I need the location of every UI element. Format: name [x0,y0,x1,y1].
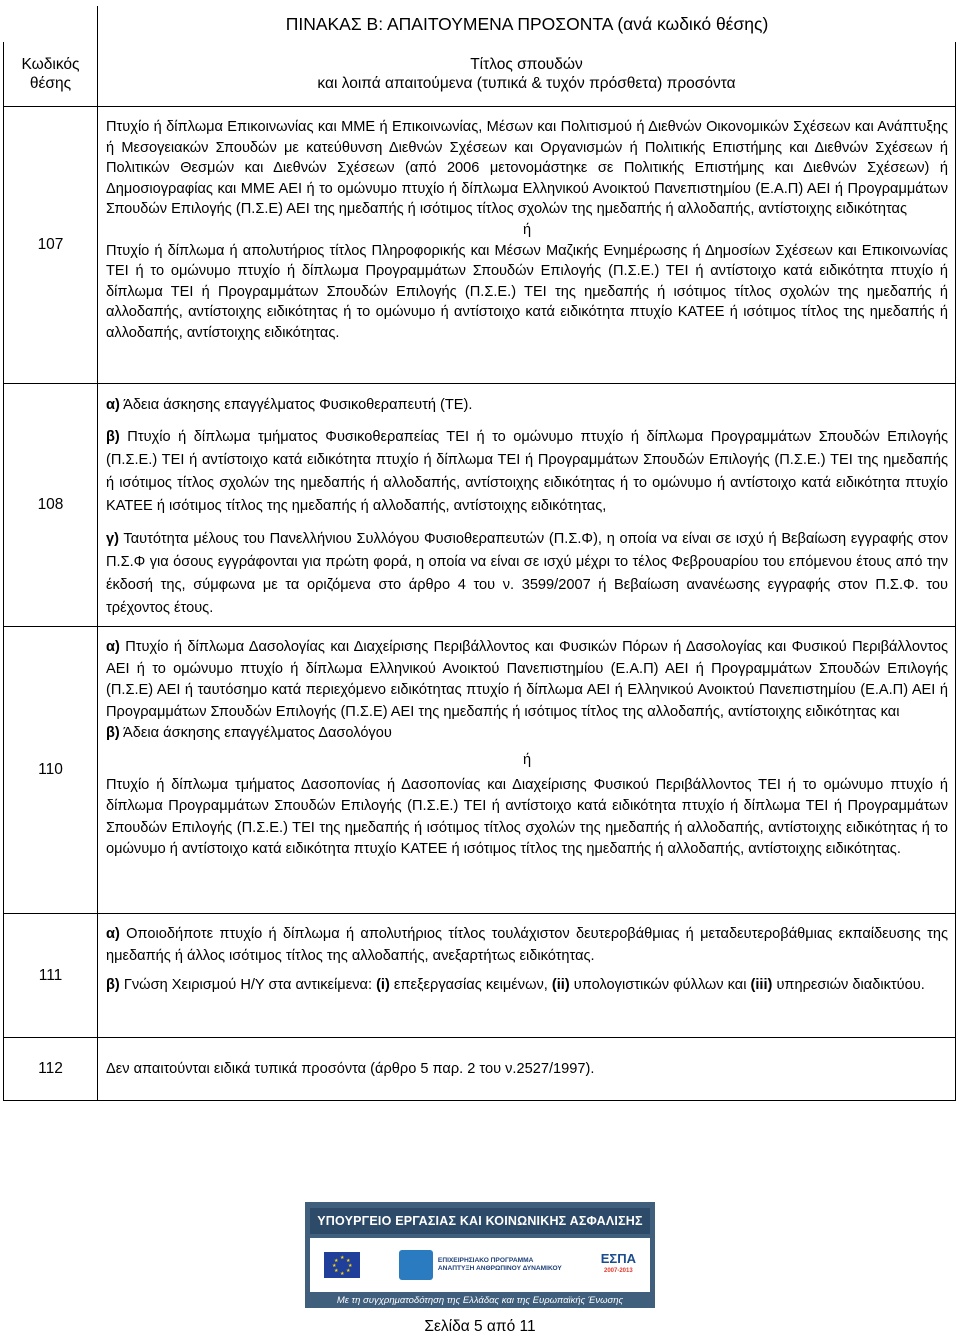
requirements-table [3,6,956,1101]
ministry-banner [305,1202,655,1308]
or-separator: ή [522,221,532,238]
espa-logo: ΕΣΠΑ 2007-2013 [600,1251,636,1274]
column-header-title: Τίτλος σπουδών και λοιπά απαιτούμενα (τυπικά & τυχόν πρόσθετα) προσόντα [317,56,736,92]
position-code: 111 [4,914,98,1037]
column-header-code: Κωδικός θέσης [4,42,98,106]
eu-flag-icon: ★ ★ ★ ★ ★ ★ ★ ★ [324,1252,360,1278]
table-header-row [3,42,956,106]
operational-programme-logo: ΕΠΙΧΕΙΡΗΣΙΑΚΟ ΠΡΟΓΡΑΜΜΑ ΑΝΑΠΤΥΞΗ ΑΝΘΡΩΠΙΝΟΥ ΔΥΝΑΜΙΚΟΥ [399,1250,562,1280]
table-row [3,106,956,383]
table-row [3,383,956,626]
table-title: ΠΙΝΑΚΑΣ Β: ΑΠΑΙΤΟΥΜΕΝΑ ΠΡΟΣΟΝΤΑ (ανά κωδικό θέσης) [285,13,769,34]
cofinance-note: Με τη συγχρηματοδότηση της Ελλάδας και της Ευρωπαϊκής Ένωσης [336,1295,624,1306]
position-code: 112 [4,1038,98,1100]
position-code: 107 [4,107,98,383]
logos-strip [310,1238,650,1292]
position-code: 110 [4,627,98,913]
page-number: Σελίδα 5 από 11 [424,1318,536,1335]
ministry-title: ΥΠΟΥΡΓΕΙΟ ΕΡΓΑΣΙΑΣ ΚΑΙ ΚΟΙΝΩΝΙΚΗΣ ΑΣΦΑΛΙΣΗΣ [310,1208,650,1234]
table-row [3,913,956,1037]
requirements-cell: Δεν απαιτούνται ειδικά τυπικά προσόντα (άρθρο 5 παρ. 2 του ν.2527/1997). [106,1060,595,1077]
position-code: 108 [4,384,98,626]
table-row [3,1037,956,1101]
requirements-cell: α) Οποιοδήποτε πτυχίο ή δίπλωμα ή απολυτήριος τίτλος τουλάχιστον δευτεροβάθμιας ή μεταδευτεροβάθμιας εκπαίδευσης της ημεδαπής ή άλλος ισότιμος τίτλος της αλλοδαπής, ανεξαρτήτως ειδικότητας. β) Γνώση Χειρισμού Η/Υ στα αντικείμενα: (i) επεξεργασίας κειμένων, (ii) υπολογιστικών φύλλων και (iii) υπηρεσιών διαδικτύου. [106,926,948,993]
requirements-cell: α) Πτυχίο ή δίπλωμα Δασολογίας και Διαχείρισης Περιβάλλοντος και Φυσικών Πόρων ή Δασολογίας και Φυσικού Περιβάλλοντος ΑΕΙ ή το ομώνυμο πτυχίο ή δίπλωμα Ελληνικού Ανοικτού Πανεπιστημίου (Ε.Α.Π) ΑΕΙ ή Προγραμμάτων Σπουδών Επιλογής (Π.Σ.Ε) ΑΕΙ ή ταυτόσημο κατά περιεχόμενο ειδικότητας πτυχίο ή δίπλωμα ΑΕΙ ή Ελληνικού Ανοικτού Πανεπιστημίου (Ε.Α.Π) ΑΕΙ ή Προγραμμάτων Σπουδών Επιλογής (Π.Σ.Ε) ΑΕΙ της ημεδαπής ή ισότιμος τίτλος της αλλοδαπής, αντίστοιχης ειδικότητας και β) Άδεια άσκησης επαγγέλματος Δασολόγου ή Πτυχίο ή δίπλωμα τμήματος Δασοπονίας ή Δασοπονίας και Διαχείρισης Φυσικού Περιβάλλοντος ΤΕΙ ή το ομώνυμο πτυχίο ή δίπλωμα Προγραμμάτων Σπουδών Επιλογής (Π.Σ.Ε.) ΤΕΙ ή αντίστοιχο κατά ειδικότητα πτυχίο ή δίπλωμα ΤΕΙ ή Προγραμμάτων Σπουδών Επιλογής (Π.Σ.Ε.) ΤΕΙ της ημεδαπής ή ισότιμος τίτλος σχολών της ημεδαπής ή αλλοδαπής, αντίστοιχης ειδικότητας ή το ομώνυμο ή αντίστοιχο κατά ειδικότητα πτυχίο ΚΑΤΕΕ ή ισότιμος τίτλος της ημεδαπής ή αλλοδαπής, αντίστοιχης ειδικότητας. [106,639,948,857]
requirements-cell: Πτυχίο ή δίπλωμα Επικοινωνίας και ΜΜΕ ή Επικοινωνίας, Μέσων και Πολιτισμού ή Διεθνών Οικονομικών Σχέσεων και Ανάπτυξης ή Μεσογειακών Σπουδών με κατεύθυνση Διεθνών Σχέσεων και Οργανισμών ή Πολιτικής Επιστήμης και Διεθνών Σχέσεων ή Πολιτικών Θεσμών και Διεθνών Σχέσεων (από 2006 μετονομάστηκε σε Πολιτικής Επιστήμης και Διεθνών Σχέσεων) ή Δημοσιογραφίας και ΜΜΕ ΑΕΙ ή το ομώνυμο πτυχίο ή δίπλωμα Ελληνικού Ανοικτού Πανεπιστημίου (Ε.Α.Π) ΑΕΙ ή Προγραμμάτων Σπουδών Επιλογής (Π.Σ.Ε) ΑΕΙ της ημεδαπής ή ισότιμος τίτλος σχολών της ημεδαπής ή αλλοδαπής, αντίστοιχης ειδικότητας ή Πτυχίο ή δίπλωμα ή απολυτήριος τίτλος Πληροφορικής και Μέσων Μαζικής Ενημέρωσης ή Δημοσίων Σχέσεων και Επικοινωνίας ΤΕΙ ή το ομώνυμο πτυχίο ή δίπλωμα Προγραμμάτων Σπουδών Επιλογής (Π.Σ.Ε.) ΤΕΙ ή αντίστοιχο κατά ειδικότητα πτυχίο ή δίπλωμα ΤΕΙ ή Προγραμμάτων Σπουδών Επιλογής (Π.Σ.Ε.) ΤΕΙ της ημεδαπής ή ισότιμος τίτλος σχολών της ημεδαπής ή αλλοδαπής, αντίστοιχης ειδικότητας ή το ομώνυμο ή αντίστοιχο κατά ειδικότητα πτυχίο ΚΑΤΕΕ ή ισότιμος τίτλος της ημεδαπής ή αλλοδαπής, αντίστοιχης ειδικότητας. [106,119,948,341]
table-row [3,626,956,913]
programme-mark-icon [399,1250,433,1280]
table-title-row [3,6,956,42]
or-separator: ή [522,751,532,768]
requirements-cell: α) Άδεια άσκησης επαγγέλματος Φυσικοθεραπευτή (ΤΕ). β) Πτυχίο ή δίπλωμα τμήματος Φυσικοθεραπείας ΤΕΙ ή το ομώνυμο πτυχίο ή δίπλωμα Προγραμμάτων Σπουδών Επιλογής (Π.Σ.Ε.) ΤΕΙ ή αντίστοιχο κατά ειδικότητα πτυχίο ή δίπλωμα ΤΕΙ ή Προγραμμάτων Σπουδών Επιλογής (Π.Σ.Ε.) ΤΕΙ της ημεδαπής ή ισότιμος τίτλος σχολών της ημεδαπής ή αλλοδαπής, αντίστοιχης ειδικότητας ή το ομώνυμο ή αντίστοιχο κατά ειδικότητα πτυχίο ΚΑΤΕΕ ή ισότιμος τίτλος της ημεδαπής ή αλλοδαπής, αντίστοιχης ειδικότητας, γ) Ταυτότητα μέλους του Πανελλήνιου Συλλόγου Φυσιοθεραπευτών (Π.Σ.Φ), η οποία να είναι σε ισχύ ή Βεβαίωση εγγραφής στον Π.Σ.Φ για όσους εγγράφονται για πρώτη φορά, η οποία να είναι σε ισχύ μέχρι το τέλος Φεβρουαρίου του επόμενου έτους από την έκδοσή της, σύμφωνα με τα οριζόμενα στο άρθρο 4 του ν. 3599/2007 ή Βεβαίωση ανανέωσης εγγραφής στον Π.Σ.Φ. του τρέχοντος έτους. [106,397,948,616]
